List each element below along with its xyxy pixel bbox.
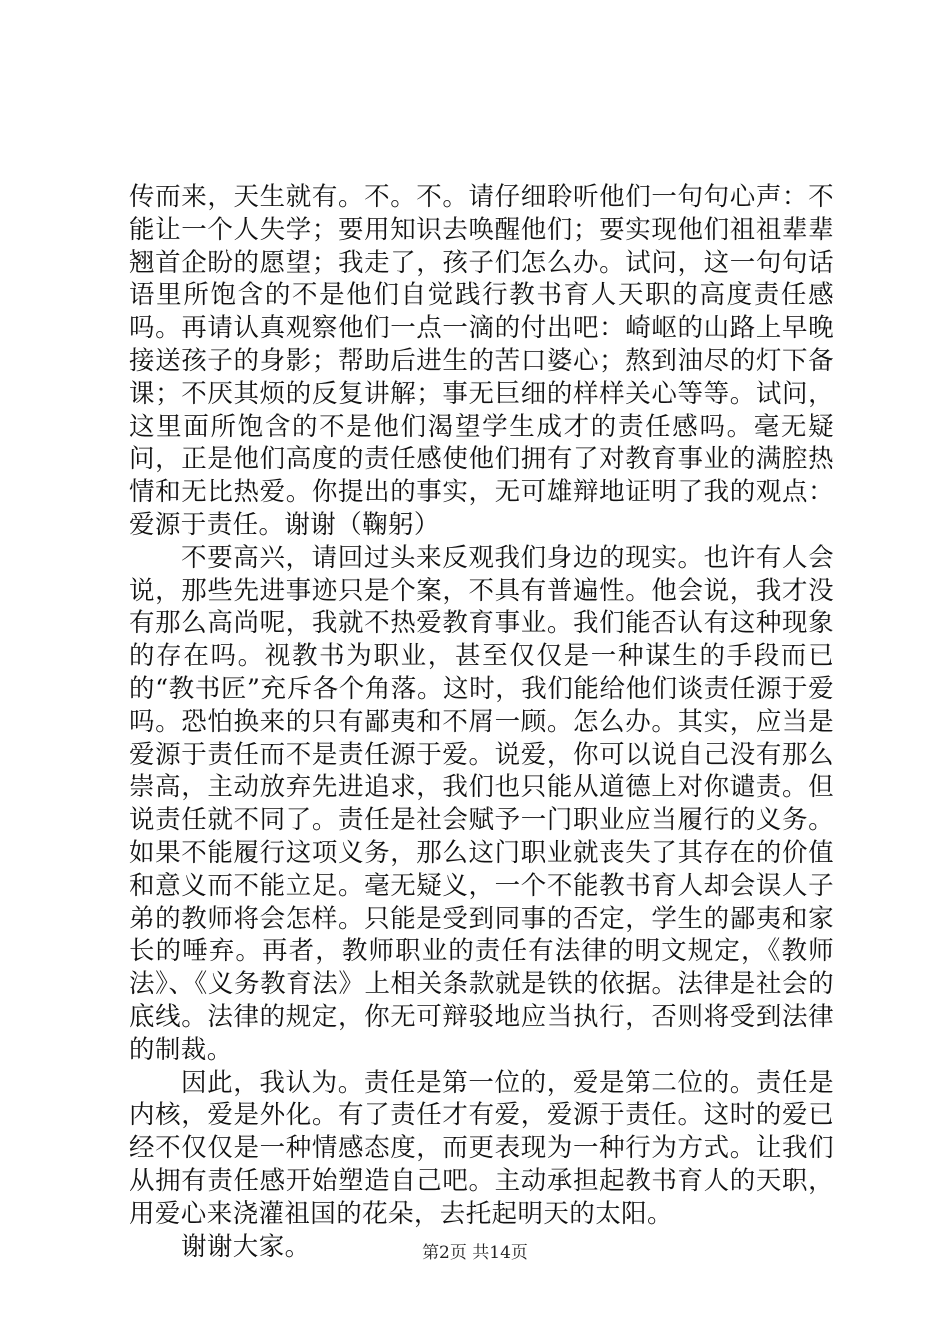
document-body	[129, 181, 834, 1263]
paragraph-continued: 传而来，天生就有。不。不。请仔细聆听他们一句句心声：不能让一个人失学；要用知识去唤醒他们；要实现他们祖祖辈辈翘首企盼的愿望；我走了，孩子们怎么办。试问，这一句句话语里所饱含的不是他们自觉践行教书育人天职的高度责任感吗。再请认真观察他们一点一滴的付出吧：崎岖的山路上早晚接送孩子的身影；帮助后进生的苦口婆心；熬到油尽的灯下备课；不厌其烦的反复讲解；事无巨细的样样关心等等。试问，这里面所饱含的不是他们渴望学生成才的责任感吗。毫无疑问，正是他们高度的责任感使他们拥有了对教育事业的满腔热情和无比热爱。你提出的事实，无可雄辩地证明了我的观点：爱源于责任。谢谢（鞠躬）	[129, 182, 834, 540]
page-number-footer: 第2页 共14页	[422, 1243, 528, 1263]
paragraph-conclusion: 因此，我认为。责任是第一位的，爱是第二位的。责任是内核，爱是外化。有了责任才有爱，爱源于责任。这时的爱已经不仅仅是一种情感态度，而更表现为一种行为方式。让我们从拥有责任感开始塑造自己吧。主动承担起教书育人的天职，用爱心来浇灌祖国的花朵，去托起明天的太阳。	[129, 1067, 834, 1229]
paragraph-reality: 不要高兴，请回过头来反观我们身边的现实。也许有人会说，那些先进事迹只是个案，不具有普遍性。他会说，我才没有那么高尚呢，我就不热爱教育事业。我们能否认有这种现象的存在吗。视教书为职业，甚至仅仅是一种谋生的手段而已的“教书匠”充斥各个角落。这时，我们能给他们谈责任源于爱吗。恐怕换来的只有鄙夷和不屑一顾。怎么办。其实，应当是爱源于责任而不是责任源于爱。说爱，你可以说自己没有那么崇高，主动放弃先进追求，我们也只能从道德上对你谴责。但说责任就不同了。责任是社会赋予一门职业应当履行的义务。如果不能履行这项义务，那么这门职业就丧失了其存在的价值和意义而不能立足。毫无疑义，一个不能教书育人却会误人子弟的教师将会怎样。只能是受到同事的否定，学生的鄙夷和家长的唾弃。再者，教师职业的责任有法律的明文规定，《教师法》、《义务教育法》上相关条款就是铁的依据。法律是社会的底线。法律的规定，你无可辩驳地应当执行，否则将受到法律的制裁。	[129, 542, 834, 1065]
paragraph-thanks: 谢谢大家。	[181, 1231, 311, 1262]
